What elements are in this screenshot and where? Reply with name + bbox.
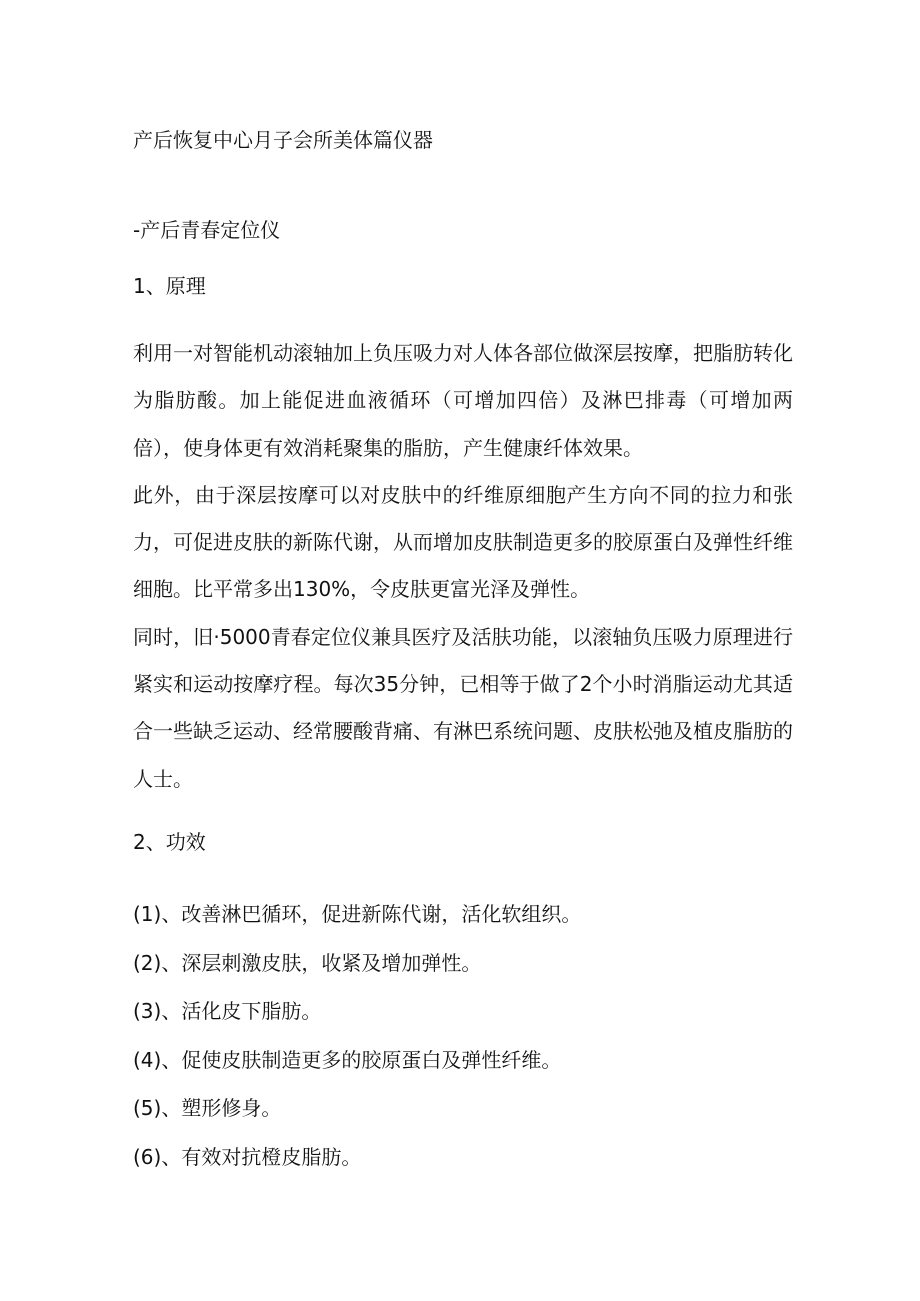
principle-paragraph: 同时，旧·5000青春定位仪兼具医疗及活肤功能，以滚轴负压吸力原理进行紧实和运动按摩疗程。每次35分钟，已相等于做了2个小时消脂运动尤其适合一些缺乏运动、经常腰酸背痛、有淋巴系统问题、皮肤松弛及植皮脂肪的人士。 xyxy=(133,624,793,791)
principle-paragraph: 此外，由于深层按摩可以对皮肤中的纤维原细胞产生方向不同的拉力和张力，可促进皮肤的新陈代谢，从而增加皮肤制造更多的胶原蛋白及弹性纤维细胞。比平常多出130%，令皮肤更富光泽及弹性。 xyxy=(133,482,793,602)
efficacy-item: (3)、活化皮下脂肪。 xyxy=(133,999,322,1023)
document-title: 产后恢复中心月子会所美体篇仪器 xyxy=(133,128,433,152)
efficacy-item: (2)、深层刺激皮肤，收紧及增加弹性。 xyxy=(133,950,482,975)
principle-paragraph: 利用一对智能机动滚轴加上负压吸力对人体各部位做深层按摩，把脂肪转化为脂肪酸。加上能促进血液循环（可增加四倍）及淋巴排毒（可增加两倍），使身体更有效消耗聚集的脂肪，产生健康纤体效果。 xyxy=(133,341,793,460)
efficacy-item: (4)、促使皮肤制造更多的胶原蛋白及弹性纤维。 xyxy=(133,1047,562,1072)
efficacy-item: (1)、改善淋巴循环，促进新陈代谢，活化软组织。 xyxy=(133,902,582,926)
efficacy-list xyxy=(133,890,793,1181)
principle-body xyxy=(133,330,793,803)
principle-heading: 1、原理 xyxy=(133,274,206,298)
efficacy-heading: 2、功效 xyxy=(133,830,206,854)
efficacy-item: (5)、塑形修身。 xyxy=(133,1096,282,1120)
section-title: -产后青春定位仪 xyxy=(133,218,281,242)
efficacy-item: (6)、有效对抗橙皮脂肪。 xyxy=(133,1144,362,1169)
